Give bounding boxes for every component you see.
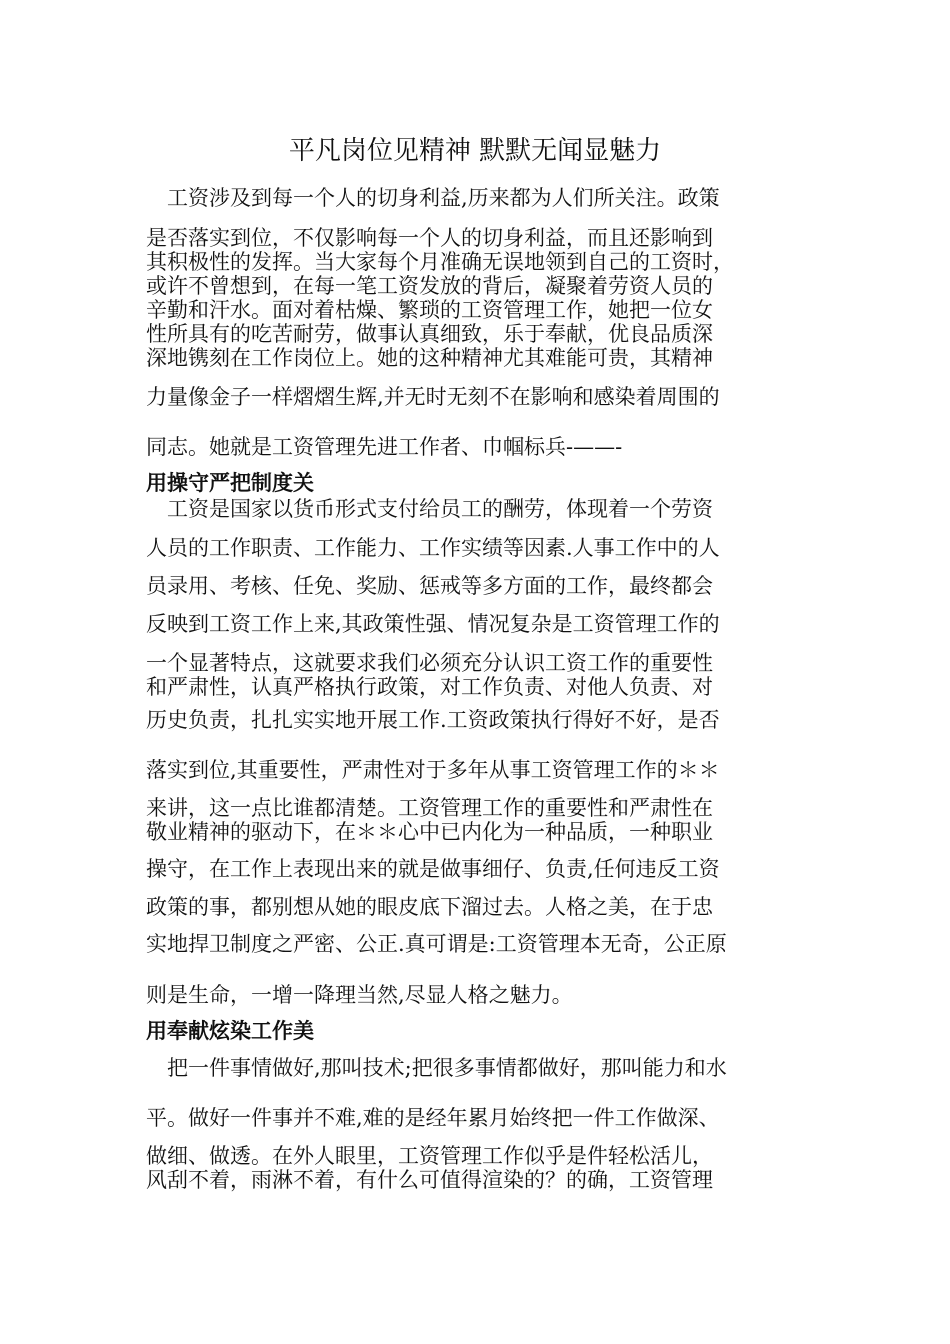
document-title: 平凡岗位见精神 默默无闻显魅力 bbox=[288, 136, 662, 166]
paragraph-line: 其积极性的发挥。当大家每个月准确无误地领到自己的工资时， bbox=[146, 250, 734, 274]
paragraph-line: 同志。她就是工资管理先进工作者、巾帼标兵-——- bbox=[146, 435, 623, 459]
section-heading: 用奉献炫染工作美 bbox=[146, 1019, 314, 1043]
paragraph-line: 做细、做透。在外人眼里，工资管理工作似乎是件轻松活儿， bbox=[146, 1144, 713, 1168]
paragraph-line: 落实到位,其重要性，严肃性对于多年从事工资管理工作的＊＊ bbox=[146, 758, 720, 782]
paragraph-line: 政策的事，都别想从她的眼皮底下溜过去。人格之美，在于忠 bbox=[146, 895, 713, 919]
paragraph-line: 员录用、考核、任免、奖励、惩戒等多方面的工作，最终都会 bbox=[146, 574, 713, 598]
paragraph-line: 风刮不着，雨淋不着，有什么可值得渲染的？的确，工资管理 bbox=[146, 1168, 713, 1192]
paragraph-line: 操守，在工作上表现出来的就是做事细仔、负责,任何违反工资 bbox=[146, 857, 720, 881]
paragraph-line: 力量像金子一样熠熠生辉,并无时无刻不在影响和感染着周围的 bbox=[146, 385, 720, 409]
paragraph-line: 工资是国家以货币形式支付给员工的酬劳，体现着一个劳资 bbox=[146, 497, 713, 521]
paragraph-line: 把一件事情做好,那叫技术;把很多事情都做好，那叫能力和水 bbox=[146, 1056, 727, 1080]
section-heading: 用操守严把制度关 bbox=[146, 471, 314, 495]
paragraph-line: 平。做好一件事并不难,难的是经年累月始终把一件工作做深、 bbox=[146, 1106, 720, 1130]
paragraph-line: 辛勤和汗水。面对着枯燥、繁琐的工资管理工作，她把一位女 bbox=[146, 298, 713, 322]
paragraph-line: 反映到工资工作上来,其政策性强、情况复杂是工资管理工作的 bbox=[146, 612, 720, 636]
paragraph-line: 人员的工作职责、工作能力、工作实绩等因素.人事工作中的人 bbox=[146, 536, 720, 560]
paragraph-line: 敬业精神的驱动下，在＊＊心中已内化为一种品质，一种职业 bbox=[146, 820, 713, 844]
paragraph-line: 和严肃性，认真严格执行政策，对工作负责、对他人负责、对 bbox=[146, 675, 713, 699]
paragraph-line: 历史负责，扎扎实实地开展工作.工资政策执行得好不好，是否 bbox=[146, 708, 720, 732]
paragraph-line: 一个显著特点，这就要求我们必须充分认识工资工作的重要性 bbox=[146, 651, 713, 675]
paragraph-line: 是否落实到位，不仅影响每一个人的切身利益，而且还影响到 bbox=[146, 226, 713, 250]
paragraph-line: 来讲，这一点比谁都清楚。工资管理工作的重要性和严肃性在 bbox=[146, 796, 713, 820]
paragraph-line: 则是生命，一增一降理当然,尽显人格之魅力。 bbox=[146, 983, 573, 1007]
paragraph-line: 深地镌刻在工作岗位上。她的这种精神尤其难能可贵，其精神 bbox=[146, 346, 713, 370]
paragraph-line: 或许不曾想到，在每一笔工资发放的背后，凝聚着劳资人员的 bbox=[146, 274, 713, 298]
paragraph-line: 性所具有的吃苦耐劳，做事认真细致，乐于奉献，优良品质深 bbox=[146, 322, 713, 346]
paragraph-line: 实地捍卫制度之严密、公正.真可谓是:工资管理本无奇，公正原 bbox=[146, 932, 727, 956]
paragraph-line: 工资涉及到每一个人的切身利益,历来都为人们所关注。政策 bbox=[146, 186, 720, 210]
